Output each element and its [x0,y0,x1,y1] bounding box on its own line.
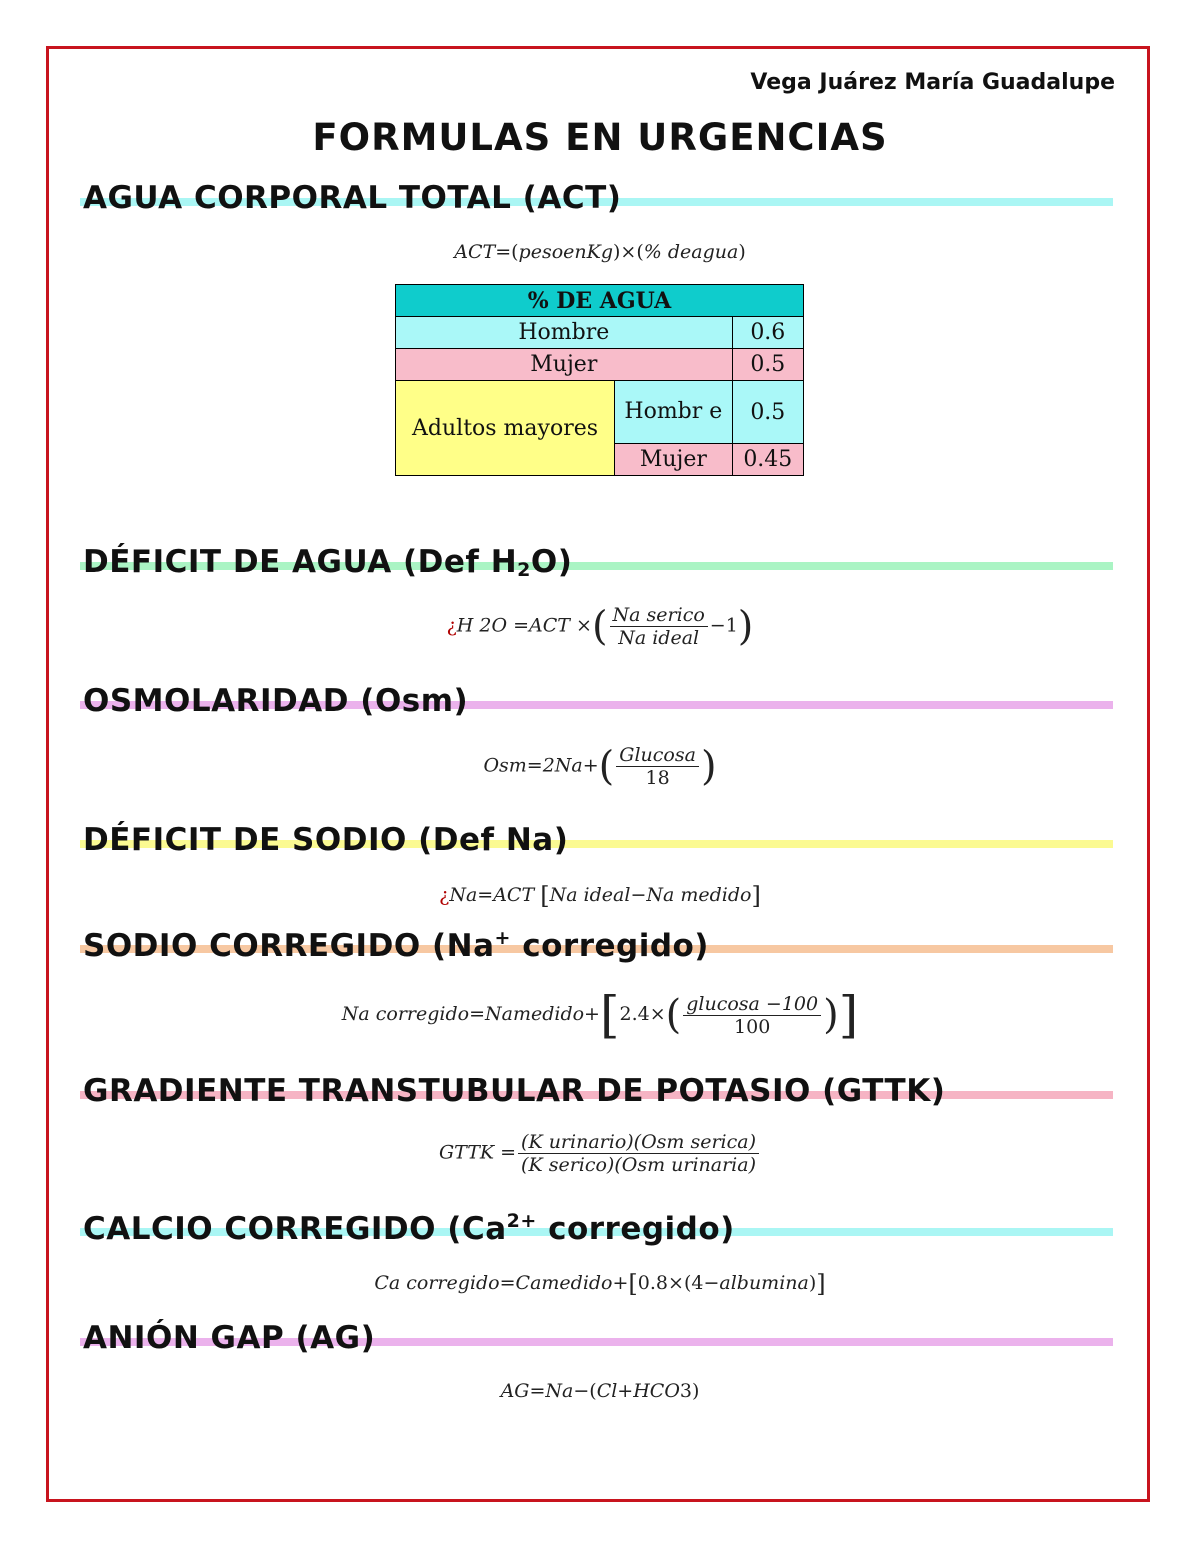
formula-act: ACT=(pesoenKg)×(% deagua) [454,241,746,263]
section-act [80,178,1113,222]
section-heading: GRADIENTE TRANSTUBULAR DE POTASIO (GTTK) [83,1073,946,1109]
water-percentage-table [395,284,804,476]
section-anion-gap [80,1318,1113,1362]
page-title: FORMULAS EN URGENCIAS [312,116,888,159]
section-na-corregido [80,925,1113,969]
formula-anion-gap: AG=Na−(Cl+HCO3) [500,1380,700,1402]
fraction: $\frac{\text{Na serico}}{\text{Na ideal}}$ [610,604,708,649]
author-name: Vega Juárez María Guadalupe [750,70,1115,95]
row-adultos-hombre-label: Hombr e [615,381,733,444]
section-osm [80,681,1113,725]
row-adultos-hombre-value: 0.5 [732,381,803,444]
formula-def-na: ¿Na=ACT [Na ideal−Na medido] [439,882,761,910]
section-heading: AGUA CORPORAL TOTAL (ACT) [83,180,622,216]
section-gttk [80,1071,1113,1115]
formula-ca-corregido: Ca corregido=Camedido+[0.8×(4−albumina)] [374,1270,826,1298]
fraction: $\frac{\text{Glucosa}}{18}$ [616,744,699,789]
section-heading: CALCIO CORREGIDO ($Ca^{2+}$ corregido) [83,1210,735,1247]
section-heading: DÉFICIT DE AGUA (Def $H_2O$) [83,544,573,581]
section-heading: DÉFICIT DE SODIO (Def Na) [83,822,569,858]
section-heading: SODIO CORREGIDO (Na+ corregido) [83,927,709,964]
section-heading: OSMOLARIDAD (Osm) [83,683,469,719]
row-mujer-label: Mujer [396,349,733,381]
fraction: $\frac{\text{glucosa −100}}{100}$ [683,993,821,1038]
fraction: $\frac{\text{(K urinario)(Osm serica)}}{\text{(K serico)(Osm urinaria)}}$ [518,1131,759,1176]
formula-osm: Osm=2Na+( $\frac{\text{Glucosa}}{18}$ ) [483,743,717,790]
section-heading: ANIÓN GAP (AG) [83,1320,376,1356]
section-ca-corregido [80,1208,1113,1252]
row-hombre-value: 0.6 [732,317,803,349]
formula-gttk: GTTK = $\frac{\text{(K urinario)(Osm serica)}}{\text{(K serico)(Osm urinaria)}}$ [0,1131,1200,1176]
row-adultos-label: Adultos mayores [396,381,615,476]
row-hombre-label: Hombre [396,317,733,349]
section-def-na [80,820,1113,864]
row-adultos-mujer-label: Mujer [615,444,733,476]
section-def-h2o [80,542,1113,586]
row-adultos-mujer-value: 0.45 [732,444,803,476]
row-mujer-value: 0.5 [732,349,803,381]
table-header: % DE AGUA [396,285,804,317]
formula-na-corregido: Na corregido=Namedido+[2.4×( $\frac{\text{glucosa −100}}{100}$ )] [341,986,859,1044]
formula-def-h2o: ¿H 2O =ACT ×( $\frac{\text{Na serico}}{\text{Na ideal}}$ −1) [446,603,754,650]
